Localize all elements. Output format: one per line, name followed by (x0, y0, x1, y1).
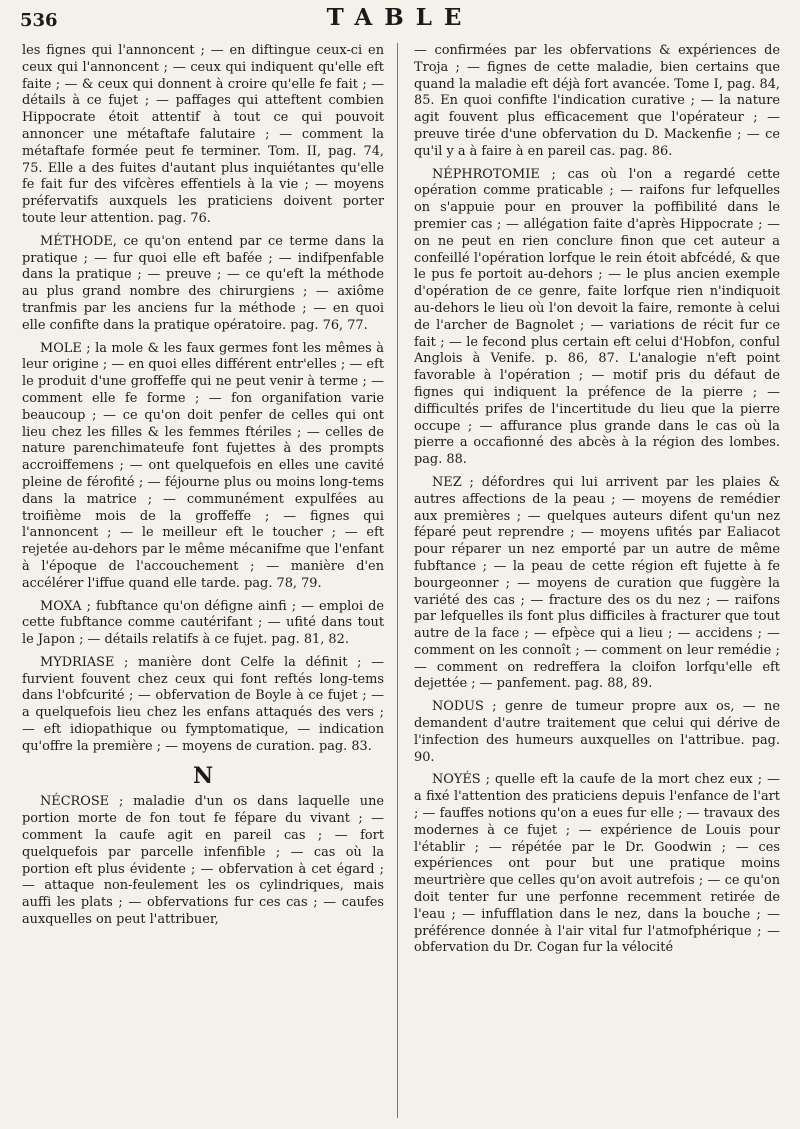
right-column (414, 43, 780, 1123)
index-entry-nephrotomie: NÉPHROTOMIE ; cas où l'on a regardé cette opération comme praticable ; — raifons fur lefquelles on s'appuie pour en prouver la poffibilité dans le premier cas ; — allégation faite d'après Hippocrate ; — on ne peut en rien conclure finon que cet auteur a confeillé l'opération lorfque le rein étoit abfcédé, & que le pus fe portoit au-dehors ; — le plus ancien exemple d'opération de ce genre, faite lorfque rien n'indiquoit au-dehors le lieu où l'on devoit la faire, remonte à celui de l'archer de Bagnolet ; — variations de récit fur ce fait ; — le fecond plus certain eft celui d'Hobfon, conful Anglois à Venife. p. 86, 87. L'analogie n'eft point favorable à l'opération ; — motif pris du défaut de fignes qui indiquent la préfence de la pierre ; — difficultés prifes de l'incertitude du lieu que la pierre occupe ; — affurance plus grande dans le cas où la pierre a occafionné des abcès à la région des lombes. pag. 88. (414, 166, 780, 468)
left-column (22, 43, 384, 1123)
index-entry-necrose: NÉCROSE ; maladie d'un os dans laquelle une portion morte de fon tout fe fépare du vivant ; — comment la caufe agit en pareil cas ; — fort quelquefois par parcelle infenfible ; — cas où la portion eft plus évidente ; — obfervation à cet égard ; — attaque non-feulement les os cylindriques, mais auffi les plats ; — obfervations fur ces cas ; — caufes auxquelles on peut l'attribuer, (22, 794, 384, 928)
index-entry-metastase: les fignes qui l'annoncent ; — en diftingue ceux-ci en ceux qui l'annoncent ; — ceux qui indiquent qu'elle eft faite ; — & ceux qui donnent à croire qu'elle fe fait ; — détails à ce fujet ; — paffages qui atteftent combien Hippocrate étoit attentif à tout ce qui pouvoit annoncer une métaftafe falutaire ; — comment la métaftafe formée peut fe terminer. Tom. II, pag. 74, 75. Elle a des fuites d'autant plus inquiétantes qu'elle fe fait fur des vifcères effentiels à la vie ; — moyens préfervatifs auxquels les praticiens doivent porter toute leur attention. pag. 76. (22, 43, 384, 226)
index-entry-noyes: NOYÉS ; quelle eft la caufe de la mort chez eux ; — a fixé l'attention des praticiens depuis l'enfance de l'art ; — fauffes notions qu'on a eues fur elle ; — travaux des modernes à ce fujet ; — expérience de Louis pour l'établir ; — répétée par le Dr. Goodwin ; — ces expériences ont pour but une pratique moins meurtrière que celles qu'on avoit autrefois ; — ce qu'on doit tenter fur une perfonne recemment retirée de l'eau ; — infufflation dans le nez, dans la bouche ; — préférence donnée à l'air vital fur l'atmofphérique ; — obfervation du Dr. Cogan fur la vélocité (414, 772, 780, 956)
index-entry-nodus: NODUS ; genre de tumeur propre aux os, — ne demandent d'autre traitement que celui qui dérive de l'infection des humeurs auxquelles on l'attribue. pag. 90. (414, 699, 780, 765)
section-letter: N (192, 762, 214, 789)
index-entry-necrose-cont: — confirmées par les obfervations & expériences de Troja ; — fignes de cette maladie, bien certains que quand la maladie eft déjà fort avancée. Tome I, pag. 84, 85. En quoi confifte l'indication curative ; — la nature agit fouvent plus efficacement que l'opérateur ; — preuve tirée d'une obfervation du D. Mackenfie ; — ce qu'il y a à faire à en pareil cas. pag. 86. (414, 43, 780, 159)
index-entry-mole: MOLE ; la mole & les faux germes font les mêmes à leur origine ; — en quoi elles différent entr'elles ; — eft le produit d'une groffeffe qui ne peut venir à terme ; — comment elle fe forme ; — fon organifation varie beaucoup ; — ce qu'on doit penfer de celles qui ont lieu chez les filles & les femmes ftériles ; — celles de nature parenchimateufe font fujettes à des prompts accroiffemens ; — ont quelquefois en elles une cavité pleine de férofité ; — féjourne plus ou moins long-tems dans la matrice ; — communément expulfées au troifième mois de la groffeffe ; — fignes qui l'annoncent ; — le meilleur eft le toucher ; — eft rejetée au-dehors par le même mécanifme que l'enfant à l'époque de l'accouchement ; — manière d'en accélérer l'iffue quand elle tarde. pag. 78, 79. (22, 340, 384, 591)
page-number: 536 (20, 10, 58, 31)
index-entry-moxa: MOXA ; fubftance qu'on défigne ainfi ; — emploi de cette fubftance comme cautérifant ; — ufité dans tout le Japon ; — détails relatifs à ce fujet. pag. 81, 82. (22, 598, 384, 648)
index-entry-nez: NEZ ; défordres qui lui arrivent par les plaies & autres affections de la peau ; — moyens de remédier aux premières ; — quelques auteurs difent qu'un nez féparé peut reprendre ; — moyens ufités par Ealiacot pour réparer un nez emporté par un autre de même fubftance ; — la peau de cette région eft fujette à fe bourgeonner ; — moyens de curation que fuggère la variété des cas ; — fracture des os du nez ; — raifons par lefquelles ils font plus difficiles à fracturer que tout autre de la face ; — efpèce qui a lieu ; — accidens ; — comment on les connoît ; — comment on leur remédie ; — comment on redreffera la cloifon lorfqu'elle eft dejettée ; — panfement. pag. 88, 89. (414, 474, 780, 692)
index-entry-mydriase: MYDRIASE ; manière dont Celfe la définit ; — furvient fouvent chez ceux qui font reftés long-tems dans l'obfcurité ; — obfervation de Boyle à ce fujet ; — a quelquefois lieu chez les enfans attaqués des vers ; — eft idiopathique ou fymptomatique, — indication qu'offre la première ; — moyens de curation. pag. 83. (22, 654, 384, 754)
index-entry-methode: MÉTHODE, ce qu'on entend par ce terme dans la pratique ; — fur quoi elle eft bafée ; — indifpenfable dans la pratique ; — preuve ; — ce qu'eft la méthode au plus grand nombre des chirurgiens ; — axiôme tranfmis par les anciens fur la méthode ; — en quoi elle confifte dans la pratique opératoire. pag. 76, 77. (22, 233, 384, 333)
running-title: TABLE (326, 4, 474, 31)
column-divider (397, 43, 398, 1118)
